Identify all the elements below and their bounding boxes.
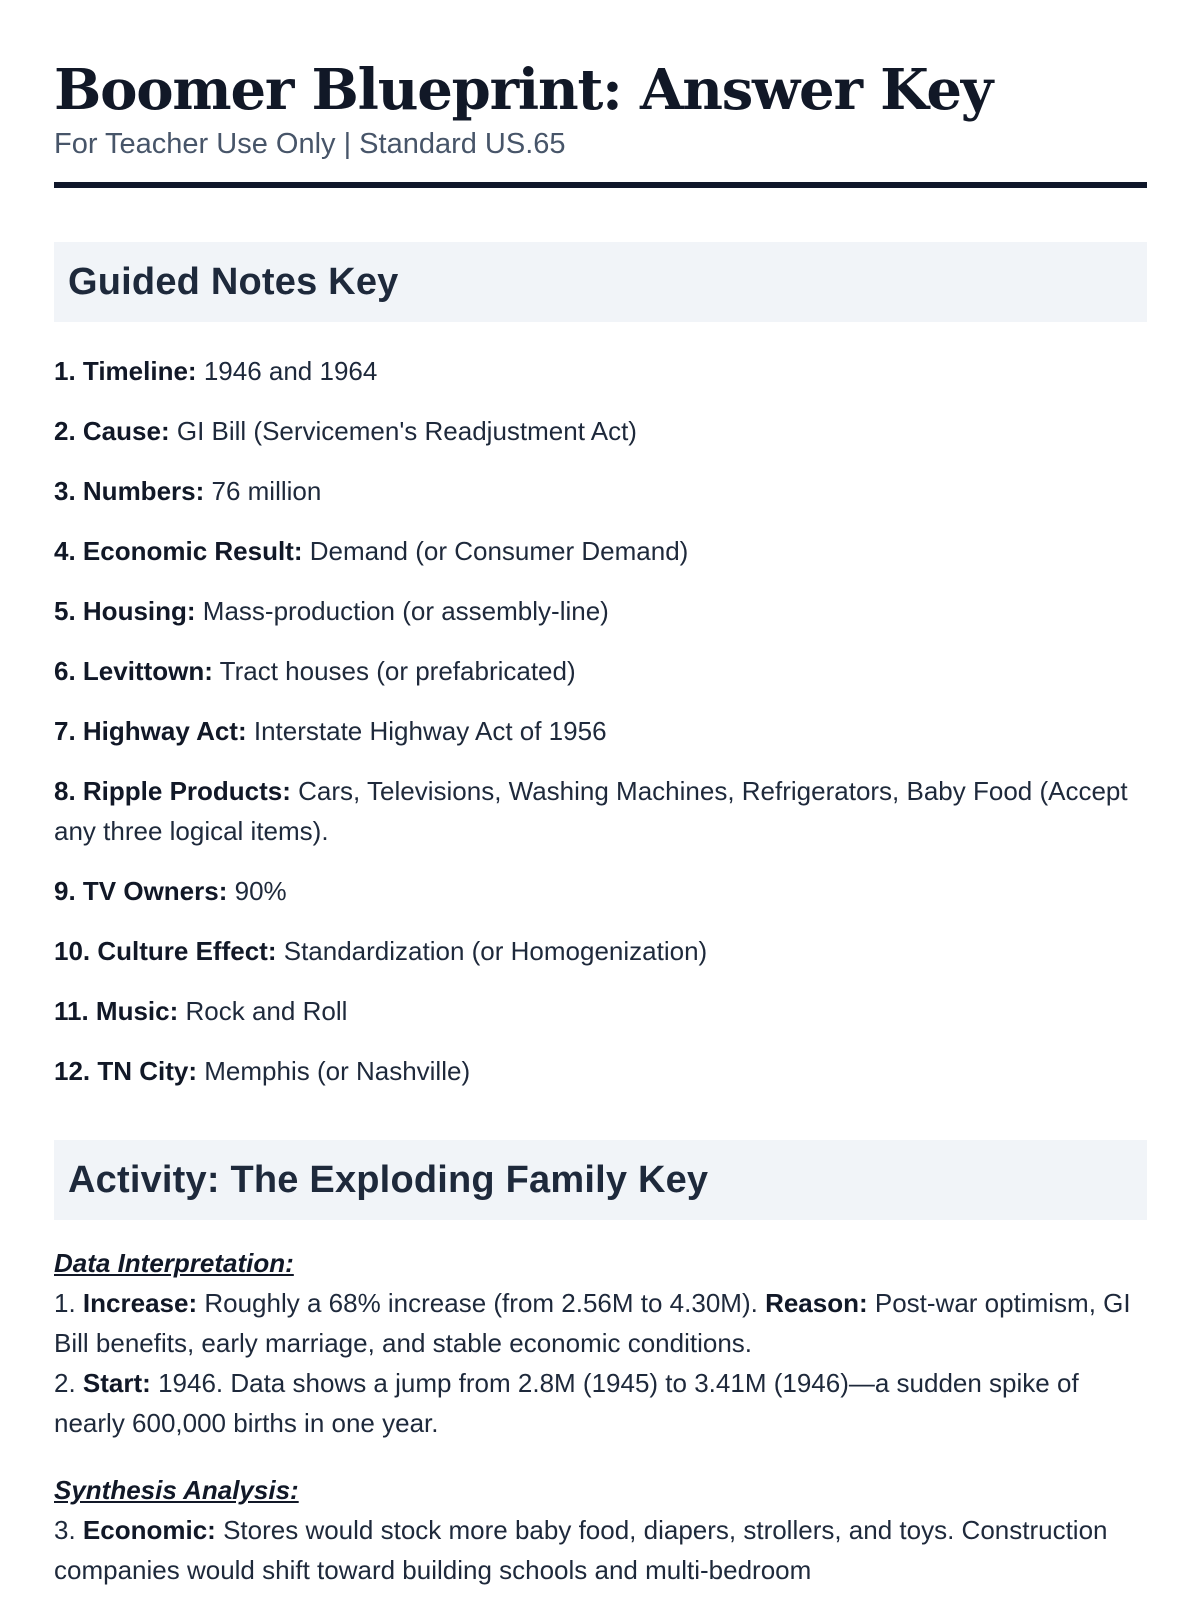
answer-3 [54, 1510, 1147, 1590]
note-item [54, 651, 1147, 691]
note-label: 1. Timeline: [54, 356, 197, 386]
note-label: 4. Economic Result: [54, 536, 303, 566]
page-title: Boomer Blueprint: Answer Key [54, 57, 993, 123]
note-label: 9. TV Owners: [54, 876, 228, 906]
note-label: 11. Music: [54, 996, 179, 1026]
synthesis-label: Synthesis Analysis: [54, 1475, 299, 1505]
answer-1 [54, 1283, 1147, 1363]
note-label: 5. Housing: [54, 596, 196, 626]
guided-notes-list [54, 351, 1147, 1091]
note-item [54, 471, 1147, 511]
answer-1-reason-label: Reason: [765, 1288, 868, 1318]
note-label: 12. TN City: [54, 1056, 198, 1086]
note-answer: GI Bill (Servicemen's Readjustment Act) [176, 416, 637, 446]
header-divider [54, 182, 1147, 188]
note-answer: 90% [234, 876, 287, 906]
note-answer: Standardization (or Homogenization) [283, 936, 708, 966]
note-item [54, 1051, 1147, 1091]
note-item [54, 711, 1147, 751]
answer-1-label: Increase: [82, 1288, 198, 1318]
note-answer: Rock and Roll [185, 996, 348, 1026]
note-item [54, 771, 1147, 851]
answer-2-text: 1946. Data shows a jump from 2.8M (1945) to 3.41M (1946)—a sudden spike of nearly 600,000 births in one year. [54, 1368, 1079, 1438]
note-label: 3. Numbers: [54, 476, 205, 506]
activity-heading-bar [54, 1140, 1147, 1220]
note-answer: Interstate Highway Act of 1956 [253, 716, 607, 746]
note-item [54, 991, 1147, 1031]
guided-notes-heading: Guided Notes Key [68, 260, 399, 303]
note-answer: Tract houses (or prefabricated) [219, 656, 576, 686]
answer-1-text: Roughly a 68% increase (from 2.56M to 4.30M). [204, 1288, 758, 1318]
note-label: 10. Culture Effect: [54, 936, 277, 966]
synthesis-block [54, 1470, 1147, 1590]
note-label: 2. Cause: [54, 416, 170, 446]
page-subtitle: For Teacher Use Only | Standard US.65 [54, 128, 566, 160]
note-answer: Memphis (or Nashville) [204, 1056, 471, 1086]
note-answer: Mass-production (or assembly-line) [202, 596, 609, 626]
note-label: 8. Ripple Products: [54, 776, 291, 806]
page-header [54, 0, 1147, 188]
note-item [54, 411, 1147, 451]
data-interpretation-block [54, 1243, 1147, 1443]
answer-3-number: 3. [54, 1515, 76, 1545]
answer-2-label: Start: [82, 1368, 151, 1398]
note-label: 7. Highway Act: [54, 716, 247, 746]
answer-3-text: Stores would stock more baby food, diapers, strollers, and toys. Construction companies would shift toward building schools and multi-bedroom [54, 1515, 1108, 1585]
note-item [54, 931, 1147, 971]
answer-2-number: 2. [54, 1368, 76, 1398]
note-item [54, 871, 1147, 911]
note-item [54, 351, 1147, 391]
note-answer: 76 million [211, 476, 322, 506]
note-answer: 1946 and 1964 [203, 356, 378, 386]
note-item [54, 591, 1147, 631]
answer-3-label: Economic: [82, 1515, 216, 1545]
answer-2 [54, 1363, 1147, 1443]
answer-1-number: 1. [54, 1288, 76, 1318]
data-interpretation-label: Data Interpretation: [54, 1248, 294, 1278]
note-answer: Cars, Televisions, Washing Machines, Refrigerators, Baby Food (Accept any three logical items). [54, 776, 1128, 846]
note-answer: Demand (or Consumer Demand) [309, 536, 689, 566]
activity-heading: Activity: The Exploding Family Key [68, 1158, 709, 1201]
note-label: 6. Levittown: [54, 656, 213, 686]
answer-key-page [54, 0, 1147, 1590]
guided-notes-heading-bar [54, 242, 1147, 322]
answer-1-reason-text: Post-war optimism, GI Bill benefits, early marriage, and stable economic conditions. [54, 1288, 1131, 1358]
note-item [54, 531, 1147, 571]
